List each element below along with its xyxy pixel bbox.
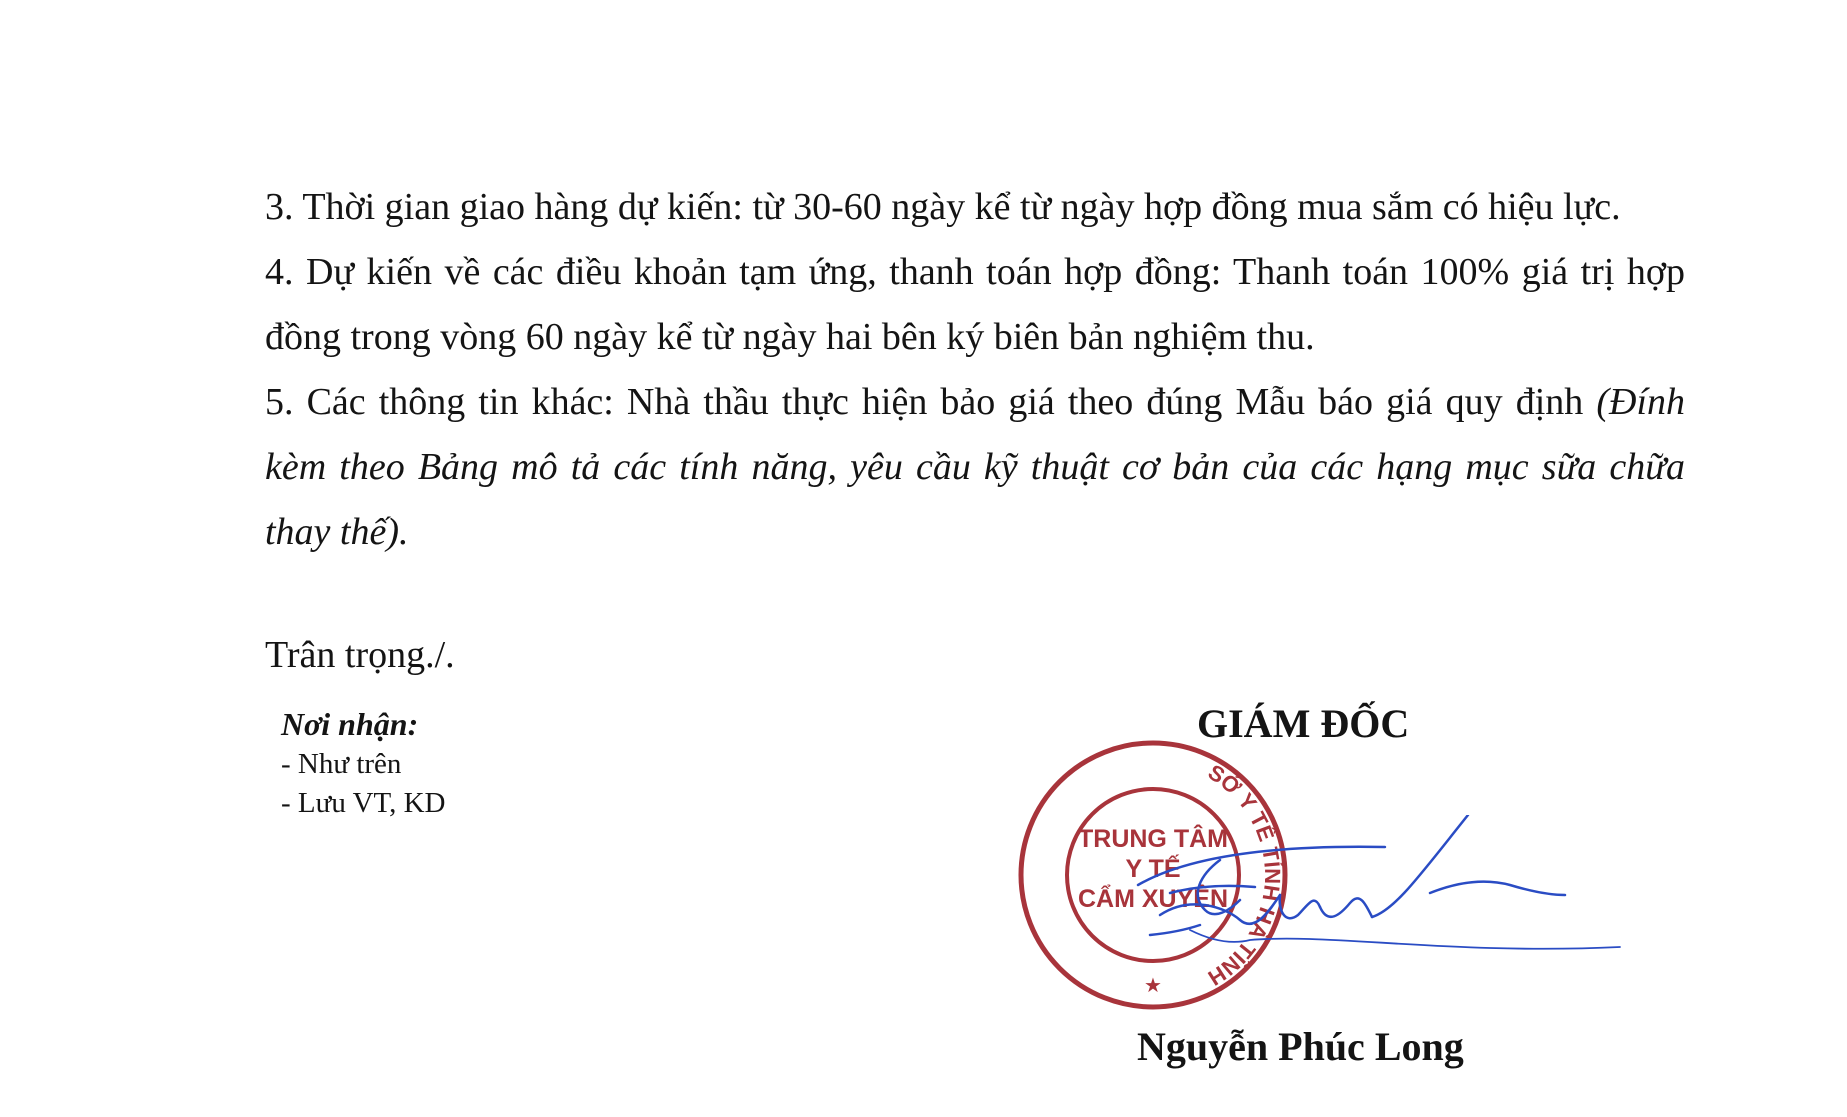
stamp-center-line-2: Y TẾ	[1125, 855, 1181, 883]
stamp-center-line-1: TRUNG TÂM	[1078, 825, 1228, 853]
paragraph-other-info	[265, 370, 1685, 565]
signer-title: GIÁM ĐỐC	[1197, 701, 1410, 746]
paragraph-delivery-time: 3. Thời gian giao hàng dự kiến: từ 30-60 ngày kể từ ngày hợp đồng mua sắm có hiệu lực.	[265, 186, 1621, 228]
attachment-note-end: .	[399, 511, 409, 553]
recipients-block	[281, 703, 445, 823]
closing-phrase: Trân trọng./.	[265, 634, 455, 676]
attachment-note: (Đính kèm theo Bảng mô tả các tính năng, yêu cầu kỹ thuật cơ bản của các hạng mục sữa chữa thay thế)	[265, 381, 1685, 553]
recipient-item: - Lưu VT, KD	[281, 787, 446, 819]
stamp-ring-text: SỞ Y TẾ TỈNH HÀ TĨNH	[1203, 759, 1286, 991]
handwritten-signature	[1130, 815, 1630, 985]
signer-name: Nguyễn Phúc Long	[1137, 1024, 1464, 1069]
other-info-text: 5. Các thông tin khác: Nhà thầu thực hiện bảo giá theo đúng Mẫu báo giá quy định	[265, 381, 1584, 423]
recipients-heading: Nơi nhận:	[281, 706, 419, 742]
stamp-center-line-3: CẨM XUYÊN	[1077, 885, 1229, 913]
stamp-star-icon: ★	[1144, 975, 1162, 997]
document-body	[265, 175, 1685, 565]
paragraph-payment-terms: 4. Dự kiến về các điều khoản tạm ứng, thanh toán hợp đồng: Thanh toán 100% giá trị hợp đồng trong vòng 60 ngày kể từ ngày hai bên ký biên bản nghiệm thu.	[265, 251, 1685, 358]
recipient-item: - Như trên	[281, 748, 402, 780]
